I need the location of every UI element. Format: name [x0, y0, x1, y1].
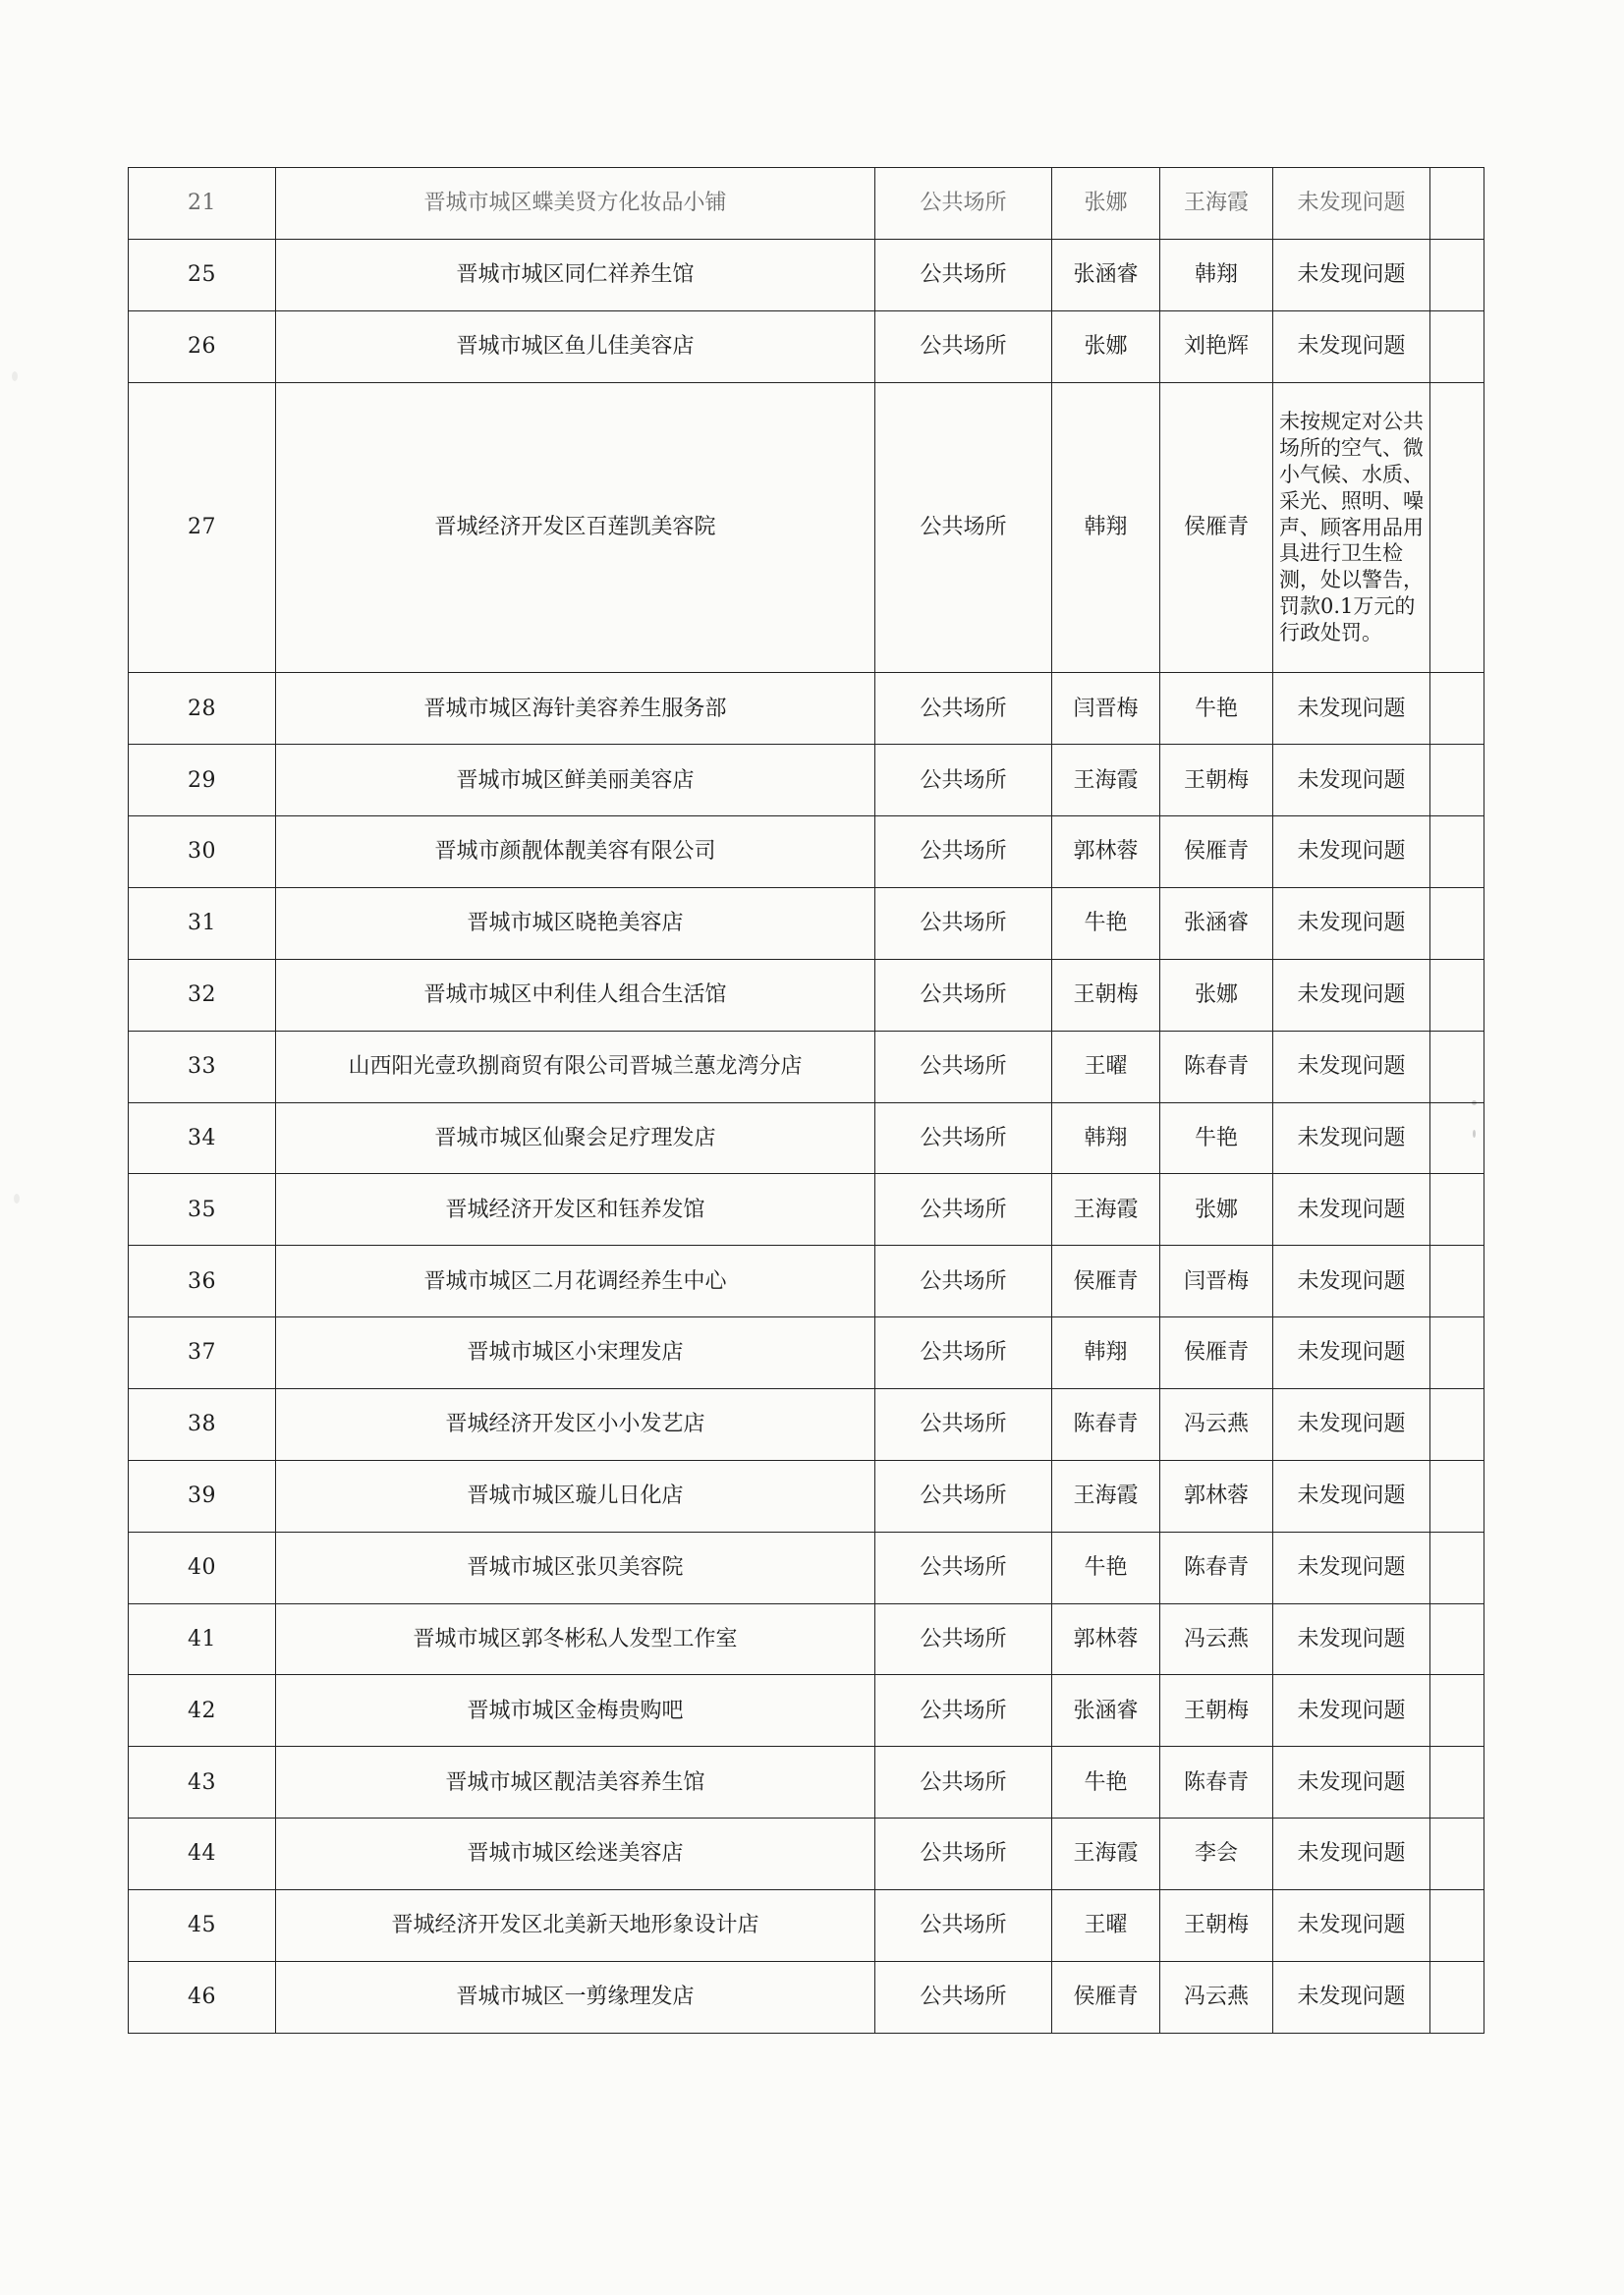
inspector-secondary: 牛艳 [1160, 673, 1273, 745]
row-number: 31 [129, 887, 276, 959]
table-row [129, 1961, 1484, 2033]
inspector-primary: 张娜 [1052, 310, 1160, 382]
scan-mark [1473, 1130, 1476, 1138]
venue-type: 公共场所 [875, 1675, 1052, 1747]
venue-type: 公共场所 [875, 816, 1052, 888]
table-row [129, 382, 1484, 673]
row-number: 39 [129, 1460, 276, 1532]
inspection-result: 未发现问题 [1273, 1819, 1430, 1890]
inspector-secondary: 冯云燕 [1160, 1389, 1273, 1461]
table-row [129, 816, 1484, 888]
table-row [129, 1031, 1484, 1102]
inspection-result: 未发现问题 [1273, 1961, 1430, 2033]
row-number: 30 [129, 816, 276, 888]
table-row [129, 1460, 1484, 1532]
row-number: 21 [129, 168, 276, 240]
table-row [129, 1603, 1484, 1675]
row-number: 46 [129, 1961, 276, 2033]
venue-type: 公共场所 [875, 382, 1052, 673]
business-name: 晋城市城区绘迷美容店 [276, 1819, 875, 1890]
scan-mark [12, 371, 18, 381]
row-number: 41 [129, 1603, 276, 1675]
inspector-secondary: 张娜 [1160, 1174, 1273, 1246]
inspection-result: 未发现问题 [1273, 1675, 1430, 1747]
inspector-primary: 侯雁青 [1052, 1961, 1160, 2033]
inspector-primary: 牛艳 [1052, 1532, 1160, 1603]
inspector-primary: 王曜 [1052, 1890, 1160, 1962]
business-name: 晋城市城区张贝美容院 [276, 1532, 875, 1603]
table-row [129, 745, 1484, 816]
inspector-primary: 陈春青 [1052, 1389, 1160, 1461]
venue-type: 公共场所 [875, 1317, 1052, 1389]
inspector-primary: 郭林蓉 [1052, 816, 1160, 888]
remarks-cell [1430, 1675, 1484, 1747]
remarks-cell [1430, 816, 1484, 888]
row-number: 26 [129, 310, 276, 382]
venue-type: 公共场所 [875, 959, 1052, 1031]
inspection-result: 未发现问题 [1273, 1747, 1430, 1819]
scan-mark [14, 1194, 20, 1203]
table-row [129, 887, 1484, 959]
remarks-cell [1430, 1532, 1484, 1603]
remarks-cell [1430, 310, 1484, 382]
remarks-cell [1430, 1819, 1484, 1890]
remarks-cell [1430, 959, 1484, 1031]
inspector-primary: 王海霞 [1052, 1460, 1160, 1532]
business-name: 晋城市城区同仁祥养生馆 [276, 239, 875, 310]
table-row [129, 239, 1484, 310]
inspector-primary: 张娜 [1052, 168, 1160, 240]
venue-type: 公共场所 [875, 1102, 1052, 1174]
venue-type: 公共场所 [875, 1819, 1052, 1890]
venue-type: 公共场所 [875, 887, 1052, 959]
inspection-result: 未发现问题 [1273, 887, 1430, 959]
inspector-primary: 韩翔 [1052, 382, 1160, 673]
row-number: 28 [129, 673, 276, 745]
row-number: 29 [129, 745, 276, 816]
business-name: 晋城市城区二月花调经养生中心 [276, 1246, 875, 1317]
inspector-primary: 张涵睿 [1052, 1675, 1160, 1747]
inspection-result: 未发现问题 [1273, 1890, 1430, 1962]
inspection-result: 未发现问题 [1273, 673, 1430, 745]
venue-type: 公共场所 [875, 239, 1052, 310]
table-row [129, 1389, 1484, 1461]
venue-type: 公共场所 [875, 745, 1052, 816]
inspection-result: 未发现问题 [1273, 1246, 1430, 1317]
inspector-secondary: 王海霞 [1160, 168, 1273, 240]
venue-type: 公共场所 [875, 1532, 1052, 1603]
business-name: 晋城经济开发区和钰养发馆 [276, 1174, 875, 1246]
venue-type: 公共场所 [875, 310, 1052, 382]
inspection-result: 未发现问题 [1273, 310, 1430, 382]
remarks-cell [1430, 1031, 1484, 1102]
remarks-cell [1430, 673, 1484, 745]
inspector-secondary: 闫晋梅 [1160, 1246, 1273, 1317]
inspector-secondary: 侯雁青 [1160, 1317, 1273, 1389]
inspection-result: 未发现问题 [1273, 239, 1430, 310]
remarks-cell [1430, 887, 1484, 959]
scan-mark [1472, 1100, 1477, 1105]
inspection-result: 未发现问题 [1273, 959, 1430, 1031]
inspector-secondary: 张娜 [1160, 959, 1273, 1031]
table-row [129, 1246, 1484, 1317]
inspector-secondary: 刘艳辉 [1160, 310, 1273, 382]
row-number: 45 [129, 1890, 276, 1962]
inspector-secondary: 陈春青 [1160, 1747, 1273, 1819]
venue-type: 公共场所 [875, 1747, 1052, 1819]
row-number: 38 [129, 1389, 276, 1461]
table-row [129, 1747, 1484, 1819]
venue-type: 公共场所 [875, 1174, 1052, 1246]
row-number: 34 [129, 1102, 276, 1174]
inspector-primary: 王海霞 [1052, 1174, 1160, 1246]
inspection-result: 未发现问题 [1273, 1532, 1430, 1603]
inspector-primary: 王曜 [1052, 1031, 1160, 1102]
row-number: 43 [129, 1747, 276, 1819]
table-row [129, 959, 1484, 1031]
remarks-cell [1430, 382, 1484, 673]
remarks-cell [1430, 1102, 1484, 1174]
inspection-result: 未按规定对公共场所的空气、微小气候、水质、采光、照明、噪声、顾客用品用具进行卫生检测，处以警告，罚款0.1万元的行政处罚。 [1273, 382, 1430, 673]
business-name: 晋城市城区鲜美丽美容店 [276, 745, 875, 816]
business-name: 晋城市城区璇儿日化店 [276, 1460, 875, 1532]
business-name: 晋城市城区鱼儿佳美容店 [276, 310, 875, 382]
business-name: 晋城市城区郭冬彬私人发型工作室 [276, 1603, 875, 1675]
business-name: 山西阳光壹玖捌商贸有限公司晋城兰蕙龙湾分店 [276, 1031, 875, 1102]
venue-type: 公共场所 [875, 1246, 1052, 1317]
inspector-secondary: 陈春青 [1160, 1031, 1273, 1102]
remarks-cell [1430, 1460, 1484, 1532]
inspection-result: 未发现问题 [1273, 745, 1430, 816]
remarks-cell [1430, 168, 1484, 240]
table-body [129, 168, 1484, 2034]
venue-type: 公共场所 [875, 673, 1052, 745]
row-number: 42 [129, 1675, 276, 1747]
business-name: 晋城市城区小宋理发店 [276, 1317, 875, 1389]
table-row [129, 1317, 1484, 1389]
venue-type: 公共场所 [875, 168, 1052, 240]
inspection-result: 未发现问题 [1273, 816, 1430, 888]
business-name: 晋城市城区靓洁美容养生馆 [276, 1747, 875, 1819]
remarks-cell [1430, 1317, 1484, 1389]
row-number: 37 [129, 1317, 276, 1389]
table-row [129, 1819, 1484, 1890]
inspector-primary: 韩翔 [1052, 1317, 1160, 1389]
remarks-cell [1430, 1389, 1484, 1461]
table-row [129, 310, 1484, 382]
remarks-cell [1430, 239, 1484, 310]
table-row [129, 1532, 1484, 1603]
inspector-secondary: 王朝梅 [1160, 1890, 1273, 1962]
inspector-secondary: 李会 [1160, 1819, 1273, 1890]
row-number: 25 [129, 239, 276, 310]
remarks-cell [1430, 1747, 1484, 1819]
inspector-secondary: 郭林蓉 [1160, 1460, 1273, 1532]
row-number: 40 [129, 1532, 276, 1603]
inspector-primary: 王海霞 [1052, 745, 1160, 816]
inspection-records-table [128, 167, 1484, 2034]
venue-type: 公共场所 [875, 1961, 1052, 2033]
inspector-secondary: 冯云燕 [1160, 1603, 1273, 1675]
remarks-cell [1430, 1890, 1484, 1962]
remarks-cell [1430, 1174, 1484, 1246]
inspector-secondary: 侯雁青 [1160, 382, 1273, 673]
inspector-primary: 王朝梅 [1052, 959, 1160, 1031]
inspector-secondary: 冯云燕 [1160, 1961, 1273, 2033]
inspection-result: 未发现问题 [1273, 1317, 1430, 1389]
remarks-cell [1430, 745, 1484, 816]
business-name: 晋城经济开发区百莲凯美容院 [276, 382, 875, 673]
inspector-secondary: 侯雁青 [1160, 816, 1273, 888]
business-name: 晋城市城区仙聚会足疗理发店 [276, 1102, 875, 1174]
inspector-secondary: 张涵睿 [1160, 887, 1273, 959]
inspection-result: 未发现问题 [1273, 1174, 1430, 1246]
business-name: 晋城市城区晓艳美容店 [276, 887, 875, 959]
inspection-result: 未发现问题 [1273, 1031, 1430, 1102]
inspection-result: 未发现问题 [1273, 1102, 1430, 1174]
venue-type: 公共场所 [875, 1031, 1052, 1102]
table-row [129, 1102, 1484, 1174]
venue-type: 公共场所 [875, 1890, 1052, 1962]
business-name: 晋城市城区金梅贵购吧 [276, 1675, 875, 1747]
venue-type: 公共场所 [875, 1389, 1052, 1461]
venue-type: 公共场所 [875, 1460, 1052, 1532]
business-name: 晋城经济开发区北美新天地形象设计店 [276, 1890, 875, 1962]
inspector-secondary: 牛艳 [1160, 1102, 1273, 1174]
business-name: 晋城经济开发区小小发艺店 [276, 1389, 875, 1461]
business-name: 晋城市城区海针美容养生服务部 [276, 673, 875, 745]
row-number: 44 [129, 1819, 276, 1890]
inspector-primary: 郭林蓉 [1052, 1603, 1160, 1675]
inspector-secondary: 陈春青 [1160, 1532, 1273, 1603]
table-row [129, 168, 1484, 240]
remarks-cell [1430, 1961, 1484, 2033]
row-number: 32 [129, 959, 276, 1031]
inspector-primary: 牛艳 [1052, 887, 1160, 959]
row-number: 33 [129, 1031, 276, 1102]
table-row [129, 1174, 1484, 1246]
inspection-result: 未发现问题 [1273, 1389, 1430, 1461]
inspector-primary: 张涵睿 [1052, 239, 1160, 310]
inspector-secondary: 王朝梅 [1160, 1675, 1273, 1747]
business-name: 晋城市城区中利佳人组合生活馆 [276, 959, 875, 1031]
row-number: 27 [129, 382, 276, 673]
remarks-cell [1430, 1246, 1484, 1317]
business-name: 晋城市颜靓体靓美容有限公司 [276, 816, 875, 888]
inspection-result: 未发现问题 [1273, 1460, 1430, 1532]
inspector-primary: 侯雁青 [1052, 1246, 1160, 1317]
inspection-result: 未发现问题 [1273, 168, 1430, 240]
inspector-secondary: 韩翔 [1160, 239, 1273, 310]
inspection-result: 未发现问题 [1273, 1603, 1430, 1675]
table-row [129, 673, 1484, 745]
table-row [129, 1675, 1484, 1747]
table-row [129, 1890, 1484, 1962]
inspector-primary: 韩翔 [1052, 1102, 1160, 1174]
row-number: 35 [129, 1174, 276, 1246]
inspector-primary: 王海霞 [1052, 1819, 1160, 1890]
inspector-primary: 闫晋梅 [1052, 673, 1160, 745]
business-name: 晋城市城区蝶美贤方化妆品小铺 [276, 168, 875, 240]
inspector-secondary: 王朝梅 [1160, 745, 1273, 816]
business-name: 晋城市城区一剪缘理发店 [276, 1961, 875, 2033]
remarks-cell [1430, 1603, 1484, 1675]
inspector-primary: 牛艳 [1052, 1747, 1160, 1819]
venue-type: 公共场所 [875, 1603, 1052, 1675]
scanned-inspection-table-page [128, 167, 1484, 2034]
row-number: 36 [129, 1246, 276, 1317]
